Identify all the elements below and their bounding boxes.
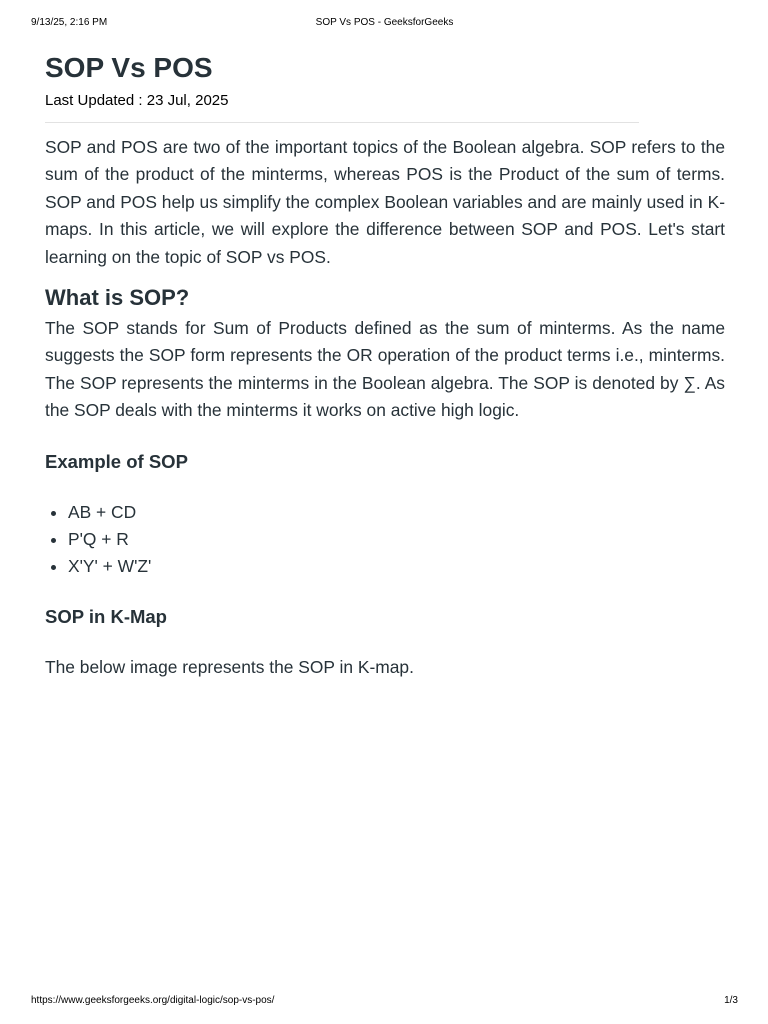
heading-example-of-sop: Example of SOP <box>45 450 188 472</box>
article-title: SOP Vs POS <box>45 52 213 83</box>
sop-example-list <box>45 499 725 581</box>
heading-sop-in-kmap: SOP in K-Map <box>45 605 167 627</box>
print-page-number: 1/3 <box>724 995 738 1006</box>
article <box>45 50 725 681</box>
print-header <box>31 17 738 31</box>
list-item: • X'Y' + W'Z' <box>68 553 725 580</box>
kmap-paragraph: The below image represents the SOP in K-map. <box>45 656 414 677</box>
list-item: • AB + CD <box>68 499 725 526</box>
print-footer <box>31 995 738 1009</box>
print-url[interactable]: https://www.geeksforgeeks.org/digital-logic/sop-vs-pos/ <box>31 995 275 1006</box>
divider <box>45 122 639 123</box>
print-datetime: 9/13/25, 2:16 PM <box>31 17 108 28</box>
intro-paragraph: SOP and POS are two of the important topics of the Boolean algebra. SOP refers to the sum of the product of the minterms, whereas POS is the Product of the sum of terms. SOP and POS help us simplify the complex Boolean variables and are mainly used in K-maps. In this article, we will explore the difference between SOP and POS. Let's start learning on the topic of SOP vs POS. <box>45 137 725 267</box>
sop-definition-paragraph: The SOP stands for Sum of Products defined as the sum of minterms. As the name suggests the SOP form represents the OR operation of the product terms i.e., minterms. The SOP represents the minterms in the Boolean algebra. The SOP is denoted by ∑. As the SOP deals with the minterms it works on active high logic. <box>45 318 725 421</box>
list-item: • P'Q + R <box>68 526 725 553</box>
print-page-title: SOP Vs POS - GeeksforGeeks <box>315 17 454 28</box>
heading-what-is-sop: What is SOP? <box>45 285 190 311</box>
last-updated: Last Updated : 23 Jul, 2025 <box>45 92 229 109</box>
